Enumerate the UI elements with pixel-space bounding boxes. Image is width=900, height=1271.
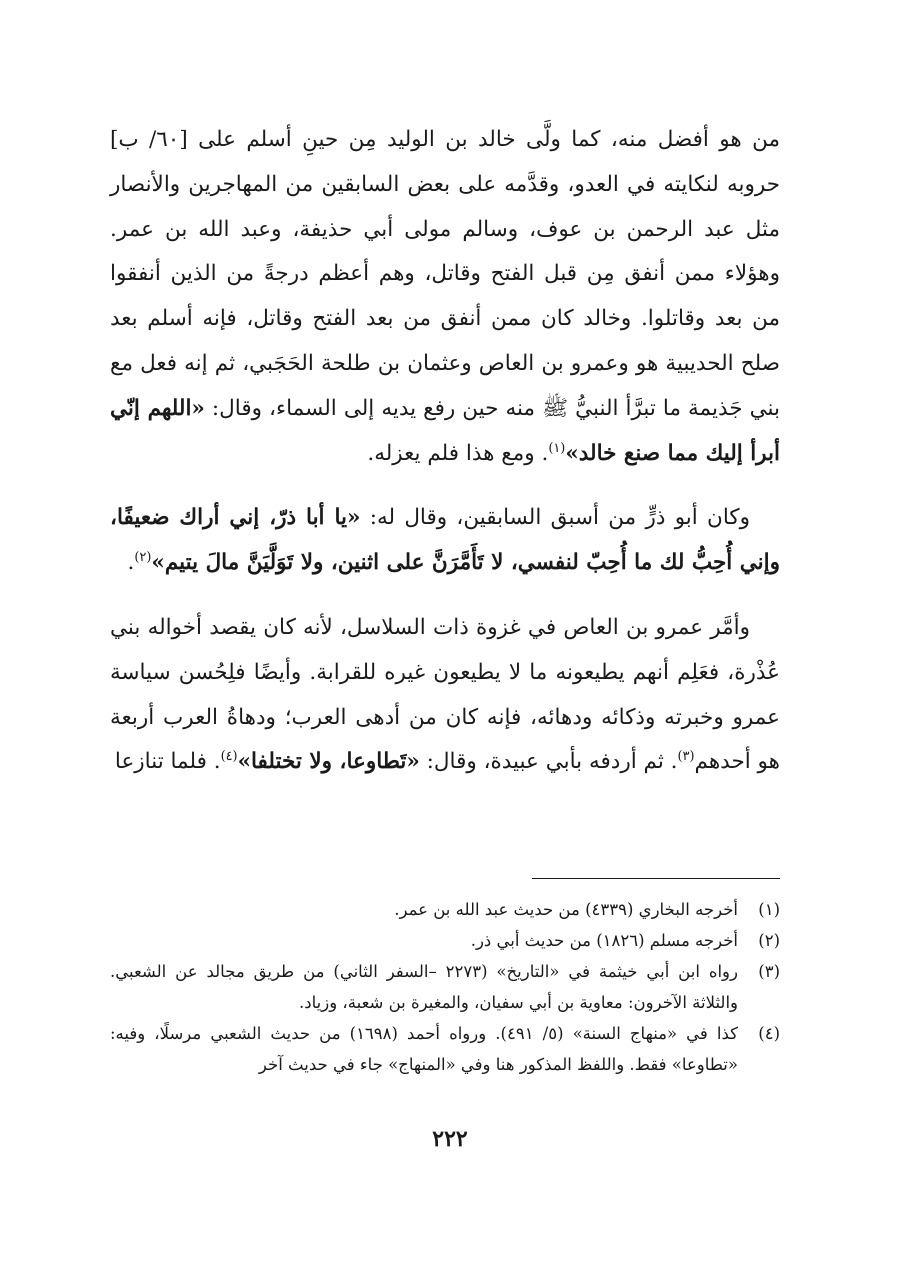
paragraph-1: [110, 118, 780, 476]
footnote-1-text: أخرجه البخاري (٤٣٣٩) من حديث عبد الله بن عمر.: [394, 900, 738, 919]
paragraph-2-end: .: [127, 550, 135, 576]
footnote-ref-2: (٢): [134, 550, 152, 566]
paragraph-2-quote: «يا أبا ذرّ، إني أراك ضعيفًا، وإني أُحِبُّ لك ما أُحِبّ لنفسي، لا تَأَمَّرَنَّ على اثنين، ولا تَوَلَّيَنَّ مالَ يتيم»: [110, 505, 780, 576]
paragraph-3-end: . فلما تنازعا: [114, 749, 221, 775]
page-number: ٢٢٢: [432, 1126, 468, 1152]
footnote-ref-3: (٣): [677, 749, 695, 765]
main-text: [110, 118, 780, 785]
footnote-2-number: (٢): [758, 931, 780, 950]
paragraph-3-mid: . ثم أردفه بأبي عبيدة، وقال:: [419, 749, 678, 775]
footnote-3: [110, 956, 780, 1018]
paragraph-3: [110, 606, 780, 785]
footnote-1-number: (١): [758, 900, 780, 919]
paragraph-2: [110, 496, 780, 586]
footnote-4: [110, 1018, 780, 1080]
footnote-3-number: (٣): [758, 962, 780, 981]
footnote-1: [110, 894, 780, 925]
paragraph-1-end: . ومع هذا فلم يعزله.: [367, 440, 549, 466]
paragraph-1-text: من هو أفضل منه، كما ولَّى خالد بن الوليد مِن حينِ أسلم على [٦٠/ ب] حروبه لنكايته في العدو، وقدَّمه على بعض السابقين من المهاجرين والأنصار مثل عبد الرحمن بن عوف، وسالم مولى أبي حذيفة، وعبد الله بن عمر. وهؤلاء ممن أنفق مِن قبل الفتح وقاتل، وهم أعظم درجةً من الذين أنفقوا من بعد وقاتلوا. وخالد كان ممن أنفق من بعد الفتح وقاتل، فإنه أسلم بعد صلح الحديبية هو وعمرو بن العاص وعثمان بن طلحة الحَجَبي، ثم إنه فعل مع بني جَذيمة ما تبرَّأ النبيُّ ﷺ منه حين رفع يديه إلى السماء، وقال:: [110, 127, 780, 421]
paragraph-3-quote: «تَطاوعا، ولا تختلفا»: [237, 749, 420, 775]
footnote-3-text: رواه ابن أبي خيثمة في «التاريخ» (٢٢٧٣ –السفر الثاني) من طريق مجالد عن الشعبي. والثلاثة الآخرون: معاوية بن أبي سفيان، والمغيرة بن شعبة، وزياد.: [110, 962, 738, 1012]
footnote-ref-4: (٤): [220, 749, 238, 765]
footnote-2-text: أخرجه مسلم (١٨٢٦) من حديث أبي ذر.: [470, 931, 738, 950]
footnote-2: [110, 925, 780, 956]
paragraph-2-text: وكان أبو ذرٍّ من أسبق السابقين، وقال له:: [360, 505, 750, 531]
footnote-4-number: (٤): [758, 1024, 780, 1043]
footnote-ref-1: (١): [548, 440, 566, 456]
paragraph-3-text: وأمَّر عمرو بن العاص في غزوة ذات السلاسل، لأنه كان يقصد أخواله بني عُذْرة، فعَلِم أنهم يطيعونه ما لا يطيعون غيره للقرابة. وأيضًا فلِحُسن سياسة عمرو وخبرته وذكائه ودهائه، فإنه كان من أدهى العرب؛ ودهاةُ العرب أربعة هو أحدهم: [110, 614, 780, 775]
paragraph-1-quote: «اللهم إنّي أبرأ إليك مما صنع خالد»: [110, 395, 780, 466]
footnote-separator: [532, 878, 780, 879]
footnotes: [110, 894, 780, 1080]
footnote-4-text: كذا في «منهاج السنة» (٥/ ٤٩١). ورواه أحمد (١٦٩٨) من حديث الشعبي مرسلًا، وفيه: «تطاوعا» فقط. واللفظ المذكور هنا وفي «المنهاج» جاء في حديث آخر: [110, 1024, 738, 1074]
